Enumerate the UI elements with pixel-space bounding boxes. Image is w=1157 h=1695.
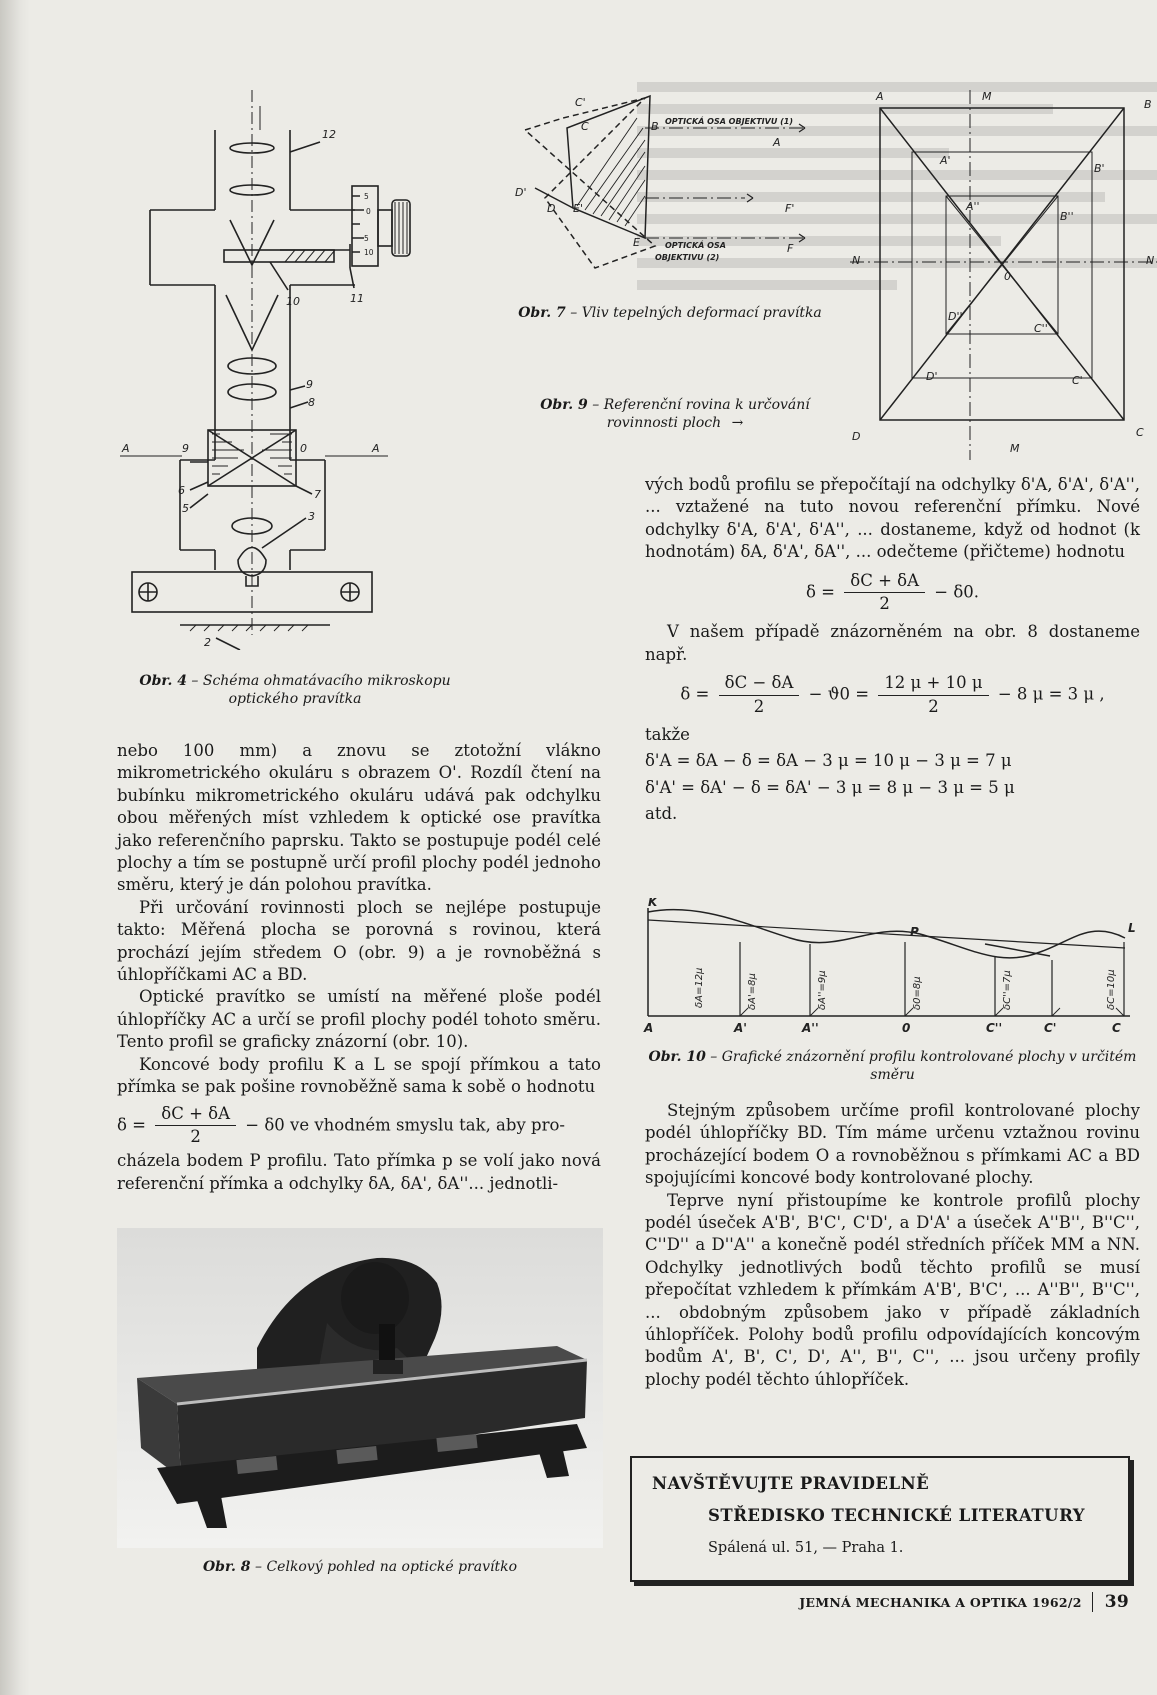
journal-name: JEMNÁ MECHANIKA A OPTIKA 1962/2 <box>799 1595 1082 1610</box>
fig4-label-7: 7 <box>314 488 321 501</box>
right-paragraph-1: vých bodů profilu se přepočítají na odchylky δ'A, δ'A', δ'A'', ... vztažené na tuto novou referenční přímku. Nové odchylky δ'A, δ'A', δ'A'', ... dostaneme, když od hodnot (k hodnotám) δA, δ'A', δA'', ... odečteme (přičteme) hodnotu <box>645 475 1140 562</box>
fig9-label-c-prime: C' <box>1072 374 1083 387</box>
fig10-bottom-0: 0 <box>902 1021 911 1034</box>
binding-shadow <box>0 0 30 1695</box>
fig9-label-n-left: N <box>852 254 861 267</box>
fig4-scale-5b: 5 <box>364 234 369 243</box>
right-eq4: δ'A' = δA' − δ = δA' − 3 μ = 8 μ − 3 μ = 5 μ <box>645 777 1015 797</box>
fig9-label-c-dprime: C'' <box>1034 322 1048 335</box>
fig10-delta-c: δC=10μ <box>1106 969 1117 1010</box>
left-formula-prefix: δ = <box>117 1114 147 1134</box>
fig10-label-k: K <box>648 898 658 909</box>
right-eq1-numerator: δC + δA <box>844 570 925 593</box>
fig8-caption-text: – Celkový pohled na optické pravítko <box>250 1559 517 1575</box>
fig10-bottom-a-dprime: A'' <box>802 1021 819 1034</box>
right-column-text-bottom <box>645 1100 1140 1391</box>
fig7-caption-label: Obr. 7 <box>518 305 566 321</box>
fig7-label-d-prime: D' <box>515 186 527 199</box>
fig4-scale-10: 10 <box>364 248 374 257</box>
fig10-delta-a: δA=12μ <box>694 967 705 1008</box>
fig10-label-l: L <box>1128 921 1136 935</box>
figure-4-microscope <box>120 90 470 650</box>
fig4-caption-label: Obr. 4 <box>139 673 187 689</box>
fig7-label-c: C <box>581 120 589 133</box>
fig9-label-d: D <box>852 430 861 443</box>
left-formula <box>117 1103 601 1149</box>
fig4-scale-0: 0 <box>366 207 371 216</box>
right-eq2-a: δ = <box>680 684 710 704</box>
right-eq2-fraction2 <box>878 672 988 718</box>
fig7-label-a: A <box>773 136 781 149</box>
fig10-caption-text: – Grafické znázornění profilu kontrolované plochy v určitém směru <box>705 1049 1137 1083</box>
fig10-bottom-c-prime: C' <box>1044 1021 1057 1034</box>
fig9-caption-label: Obr. 9 <box>540 397 588 413</box>
fig4-label-5: 5 <box>182 502 189 515</box>
fig7-label-d: D <box>547 202 556 215</box>
fig7-caption <box>505 304 835 322</box>
ad-line-3: Spálená ul. 51, — Praha 1. <box>708 1540 904 1556</box>
fig9-label-b-dprime: B'' <box>1060 210 1074 223</box>
right-eq2-den1: 2 <box>753 696 765 716</box>
fig4-label-6: 6 <box>178 484 185 497</box>
fig4-label-9: 9 <box>306 378 313 391</box>
figure-10-profile <box>640 898 1145 1034</box>
right-eq2-fraction1 <box>719 672 800 718</box>
figure-8-photo <box>117 1228 603 1548</box>
fig4-label-11: 11 <box>350 292 364 305</box>
fig7-axis1: OPTICKÁ OSA OBJEKTIVU (1) <box>665 117 794 126</box>
fig7-axis2-line1: OPTICKÁ OSA <box>665 241 726 250</box>
left-paragraph-5: cházela bodem P profilu. Tato přímka p se volí jako nová referenční přímka a odchylky δA, δA', δA''... jednotli- <box>117 1151 601 1193</box>
left-paragraph-1: nebo 100 mm) a znovu se ztotožní vlákno mikrometrického okuláru s obrazem O'. Rozdíl čtení na bubínku mikrometrického okuláru udává pak odchylku obou měřených míst vzhledem k optické ose pravítka jako referenčního paprsku. Takto se postupuje podél celé plochy a tím se postupně určí profil plochy podél jednoho směru, který je dán polohou pravítka. <box>117 741 601 895</box>
right-paragraph-3: Stejným způsobem určíme profil kontrolované plochy podél úhlopříčky BD. Tím máme určenu vztažnou rovinu procházející bodem O a rovnoběžnou s přímkami AC a BD spojujícími koncové body kontrolované plochy. <box>645 1101 1140 1188</box>
fig9-label-c: C <box>1136 426 1144 439</box>
right-eq2-c: − 8 μ = 3 μ , <box>997 684 1105 704</box>
right-eq2-den2: 2 <box>928 696 939 716</box>
fig10-bottom-a-prime: A' <box>734 1021 747 1034</box>
fig4-label-8: 8 <box>308 396 315 409</box>
fig9-label-n-right: N <box>1146 254 1155 267</box>
right-takze: takže <box>645 725 690 745</box>
fig9-caption-arrow: → <box>731 415 744 431</box>
fig7-label-e-prime: E' <box>573 202 583 215</box>
fig4-label-0: 0 <box>300 442 307 455</box>
fig10-delta-a-dprime: δA''=9μ <box>817 970 828 1010</box>
fig8-caption <box>117 1558 603 1576</box>
fig9-caption <box>505 396 845 432</box>
fig10-delta-0: δ0=8μ <box>912 976 923 1010</box>
fig9-label-a: A <box>876 90 884 103</box>
right-paragraph-4: Teprve nyní přistoupíme ke kontrole profilů plochy podél úseček A'B', B'C', C'D', a D'A' a úseček A''B'', B''C'', C''D'' a D''A'' a konečně podél středních příček MM a NN. Odchylky jednotlivých bodů těchto profilů se musí přepočítat vzhledem k přímkám A'B', B'C', ... A''B'', B''C'', ... obdobným způsobem jako v případě základních úhlopříček. Polohy bodů profilu odpovídajících koncovým bodům A', B', C', D', A'', B'', C'', ... jsou určeny profily plochy podél těchto úhlopříček. <box>645 1190 1140 1389</box>
fig10-delta-a-prime: δA'=8μ <box>747 973 758 1010</box>
right-eq1-suffix: − δ0. <box>934 582 979 602</box>
ad-box <box>630 1456 1130 1582</box>
right-eq2-b: − ϑ0 = <box>808 684 870 704</box>
fig10-caption <box>640 1048 1145 1084</box>
fig7-label-e: E <box>633 236 640 249</box>
right-paragraph-2: V našem případě znázorněném na obr. 8 dostaneme např. <box>645 622 1140 664</box>
right-eq1-denominator: 2 <box>879 594 890 614</box>
fig10-delta-c-dprime: δC''=7μ <box>1002 970 1013 1010</box>
fig10-bottom-c: C <box>1112 1021 1121 1034</box>
photo-optical-ruler <box>117 1228 603 1548</box>
left-paragraph-2: Při určování rovinnosti ploch se nejlépe postupuje takto: Měřená plocha se porovná s rovinou, která prochází jejím středem O (obr. 9) a je rovnoběžná s úhlopříčkami AC a BD. <box>117 897 601 985</box>
figure-9-reference-plane <box>850 88 1157 468</box>
fig9-label-b: B <box>1144 98 1152 111</box>
left-formula-suffix: − δ0 ve vhodném smyslu tak, aby pro- <box>245 1114 565 1134</box>
right-eq2-num1: δC − δA <box>719 672 800 695</box>
right-atd: atd. <box>645 804 678 824</box>
left-paragraph-4: Koncové body profilu K a L se spojí přímkou a tato přímka se pak pošine rovnoběžně sama k sobě o hodnotu <box>117 1054 601 1097</box>
fig7-caption-text: – Vliv tepelných deformací pravítka <box>565 305 822 321</box>
ad-line-2: STŘEDISKO TECHNICKÉ LITERATURY <box>708 1506 1086 1525</box>
fig4-label-2: 2 <box>204 636 211 649</box>
fig10-bottom-c-dprime: C'' <box>986 1021 1003 1034</box>
figure-7-thermal-deformation <box>505 88 835 288</box>
fig9-label-d-prime: D' <box>926 370 938 383</box>
fig9-label-a-dprime: A'' <box>966 200 980 213</box>
fig9-label-b-prime: B' <box>1094 162 1105 175</box>
fig10-bottom-a: A <box>644 1021 654 1034</box>
left-formula-fraction <box>155 1103 236 1149</box>
fig7-label-f-prime: F' <box>785 202 795 215</box>
right-eq1 <box>645 570 1140 616</box>
right-eq3: δ'A = δA − δ = δA − 3 μ = 10 μ − 3 μ = 7 μ <box>645 751 1012 771</box>
fig7-label-f: F <box>787 242 794 255</box>
right-eq1-fraction <box>844 570 925 616</box>
fig4-caption-text: – Schéma ohmatávacího mikroskopu optického pravítka <box>186 673 451 707</box>
fig4-label-a-right: A <box>372 442 380 455</box>
fig4-label-10: 10 <box>286 295 300 308</box>
fig9-label-d-dprime: D'' <box>948 310 963 323</box>
right-column-text-top <box>645 474 1140 826</box>
fig9-label-m-top: M <box>982 90 992 103</box>
right-eq2-num2: 12 μ + 10 μ <box>878 672 988 695</box>
fig7-label-b: B <box>651 120 659 133</box>
fig9-caption-text: – Referenční rovina k určování rovinnosti ploch <box>587 397 810 431</box>
ad-line-1: NAVŠTĚVUJTE PRAVIDELNĚ <box>652 1474 930 1493</box>
right-eq2 <box>645 672 1140 718</box>
page-footer <box>799 1592 1129 1612</box>
fig10-caption-label: Obr. 10 <box>648 1049 706 1065</box>
left-formula-numerator: δC + δA <box>155 1103 236 1126</box>
left-formula-denominator: 2 <box>190 1126 201 1146</box>
fig9-label-m-bottom: M <box>1010 442 1020 455</box>
fig4-label-3: 3 <box>308 510 315 523</box>
fig7-axis2-line2: OBJEKTIVU (2) <box>655 253 720 262</box>
fig9-label-0: 0 <box>1004 270 1011 283</box>
left-column-text <box>117 740 601 1195</box>
fig8-caption-label: Obr. 8 <box>202 1559 251 1575</box>
right-eq1-prefix: δ = <box>806 582 836 602</box>
fig9-label-a-prime: A' <box>940 154 951 167</box>
fig4-label-12: 12 <box>322 128 336 141</box>
fig4-scale-5a: 5 <box>364 192 369 201</box>
fig7-label-c-prime: C' <box>575 96 586 109</box>
fig10-label-p: P <box>910 925 919 939</box>
fig4-label-9b: 9 <box>182 442 189 455</box>
fig4-label-a-left: A <box>122 442 130 455</box>
page-number: 39 <box>1092 1592 1129 1612</box>
left-paragraph-3: Optické pravítko se umístí na měřené ploše podél úhlopříčky AC a určí se profil plochy podél tohoto směru. Tento profil se graficky znázorní (obr. 10). <box>117 987 601 1052</box>
fig4-caption <box>120 672 470 708</box>
